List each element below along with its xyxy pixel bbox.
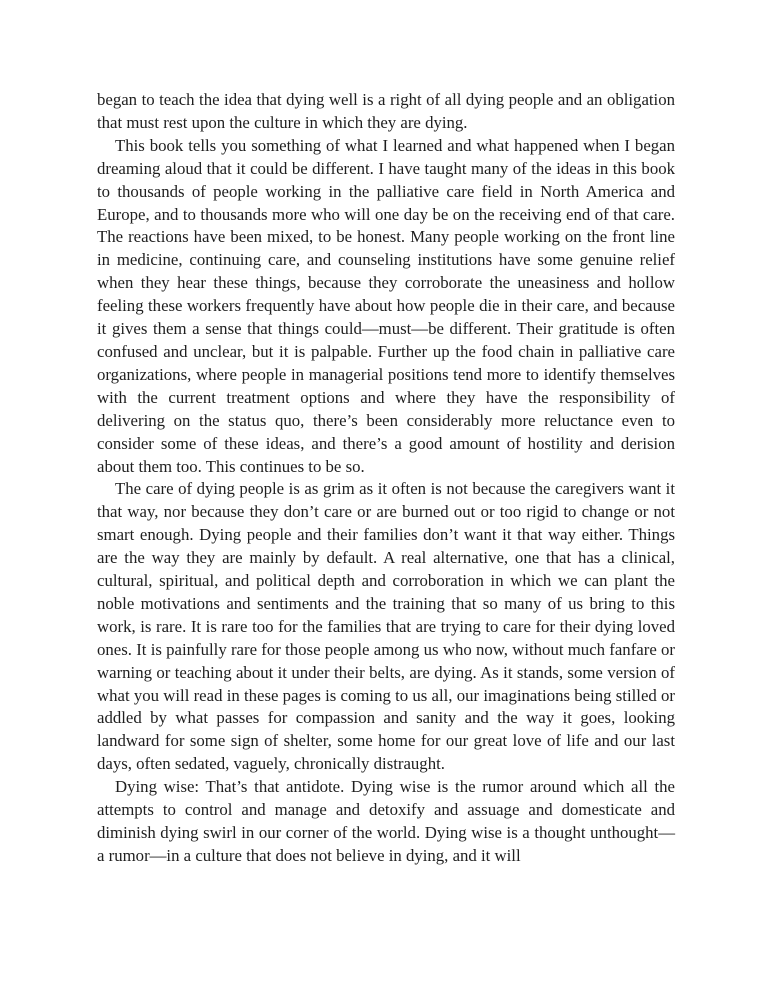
paragraph-2: This book tells you something of what I learned and what happened when I began dreaming aloud that it could be different. I have taught many of the ideas in this book to thousands of people working in the palliative care field in North America and Europe, and to thousands more who will one day be on the receiving end of that care. The reactions have been mixed, to be honest. Many people working on the front line in medicine, continuing care, and counseling institutions have some genuine relief when they hear these things, because they corroborate the uneasiness and hollow feeling these workers frequently have about how people die in their care, and because it gives them a sense that things could—must—be different. Their gratitude is often confused and unclear, but it is palpable. Further up the food chain in palliative care organizations, where people in managerial positions tend more to identify themselves with the current treatment options and where they have the responsibility of delivering on the status quo, there’s been considerably more reluctance even to consider some of these ideas, and there’s a good amount of hostility and derision about them too. This continues to be so. xyxy=(97,135,675,476)
paragraph-3: The care of dying people is as grim as it often is not because the caregivers want it that way, nor because they don’t care or are burned out or too rigid to change or not smart enough. Dying people and their families don’t want it that way either. Things are the way they are mainly by default. A real alternative, one that has a clinical, cultural, spiritual, and political depth and corroboration in which we can plant the noble motivations and sentiments and the training that so many of us bring to this work, is rare. It is rare too for the families that are trying to care for their dying loved ones. It is painfully rare for those people among us who now, without much fanfare or warning or teaching about it under their belts, are dying. As it stands, some version of what you will read in these pages is coming to us all, our imaginations being stilled or addled by what passes for compassion and sanity and the way it goes, looking landward for some sign of shelter, some home for our great love of life and our last days, often sedated, vaguely, chronically distraught. xyxy=(97,479,675,774)
book-page-body xyxy=(97,89,675,868)
paragraph-1: began to teach the idea that dying well is a right of all dying people and an obligation that must rest upon the culture in which they are dying. xyxy=(97,90,675,132)
paragraph-4: Dying wise: That’s that antidote. Dying wise is the rumor around which all the attempts to control and manage and detoxify and assuage and domesticate and diminish dying swirl in our corner of the world. Dying wise is a thought unthought—a rumor—in a culture that does not believe in dying, and it will xyxy=(97,777,675,865)
